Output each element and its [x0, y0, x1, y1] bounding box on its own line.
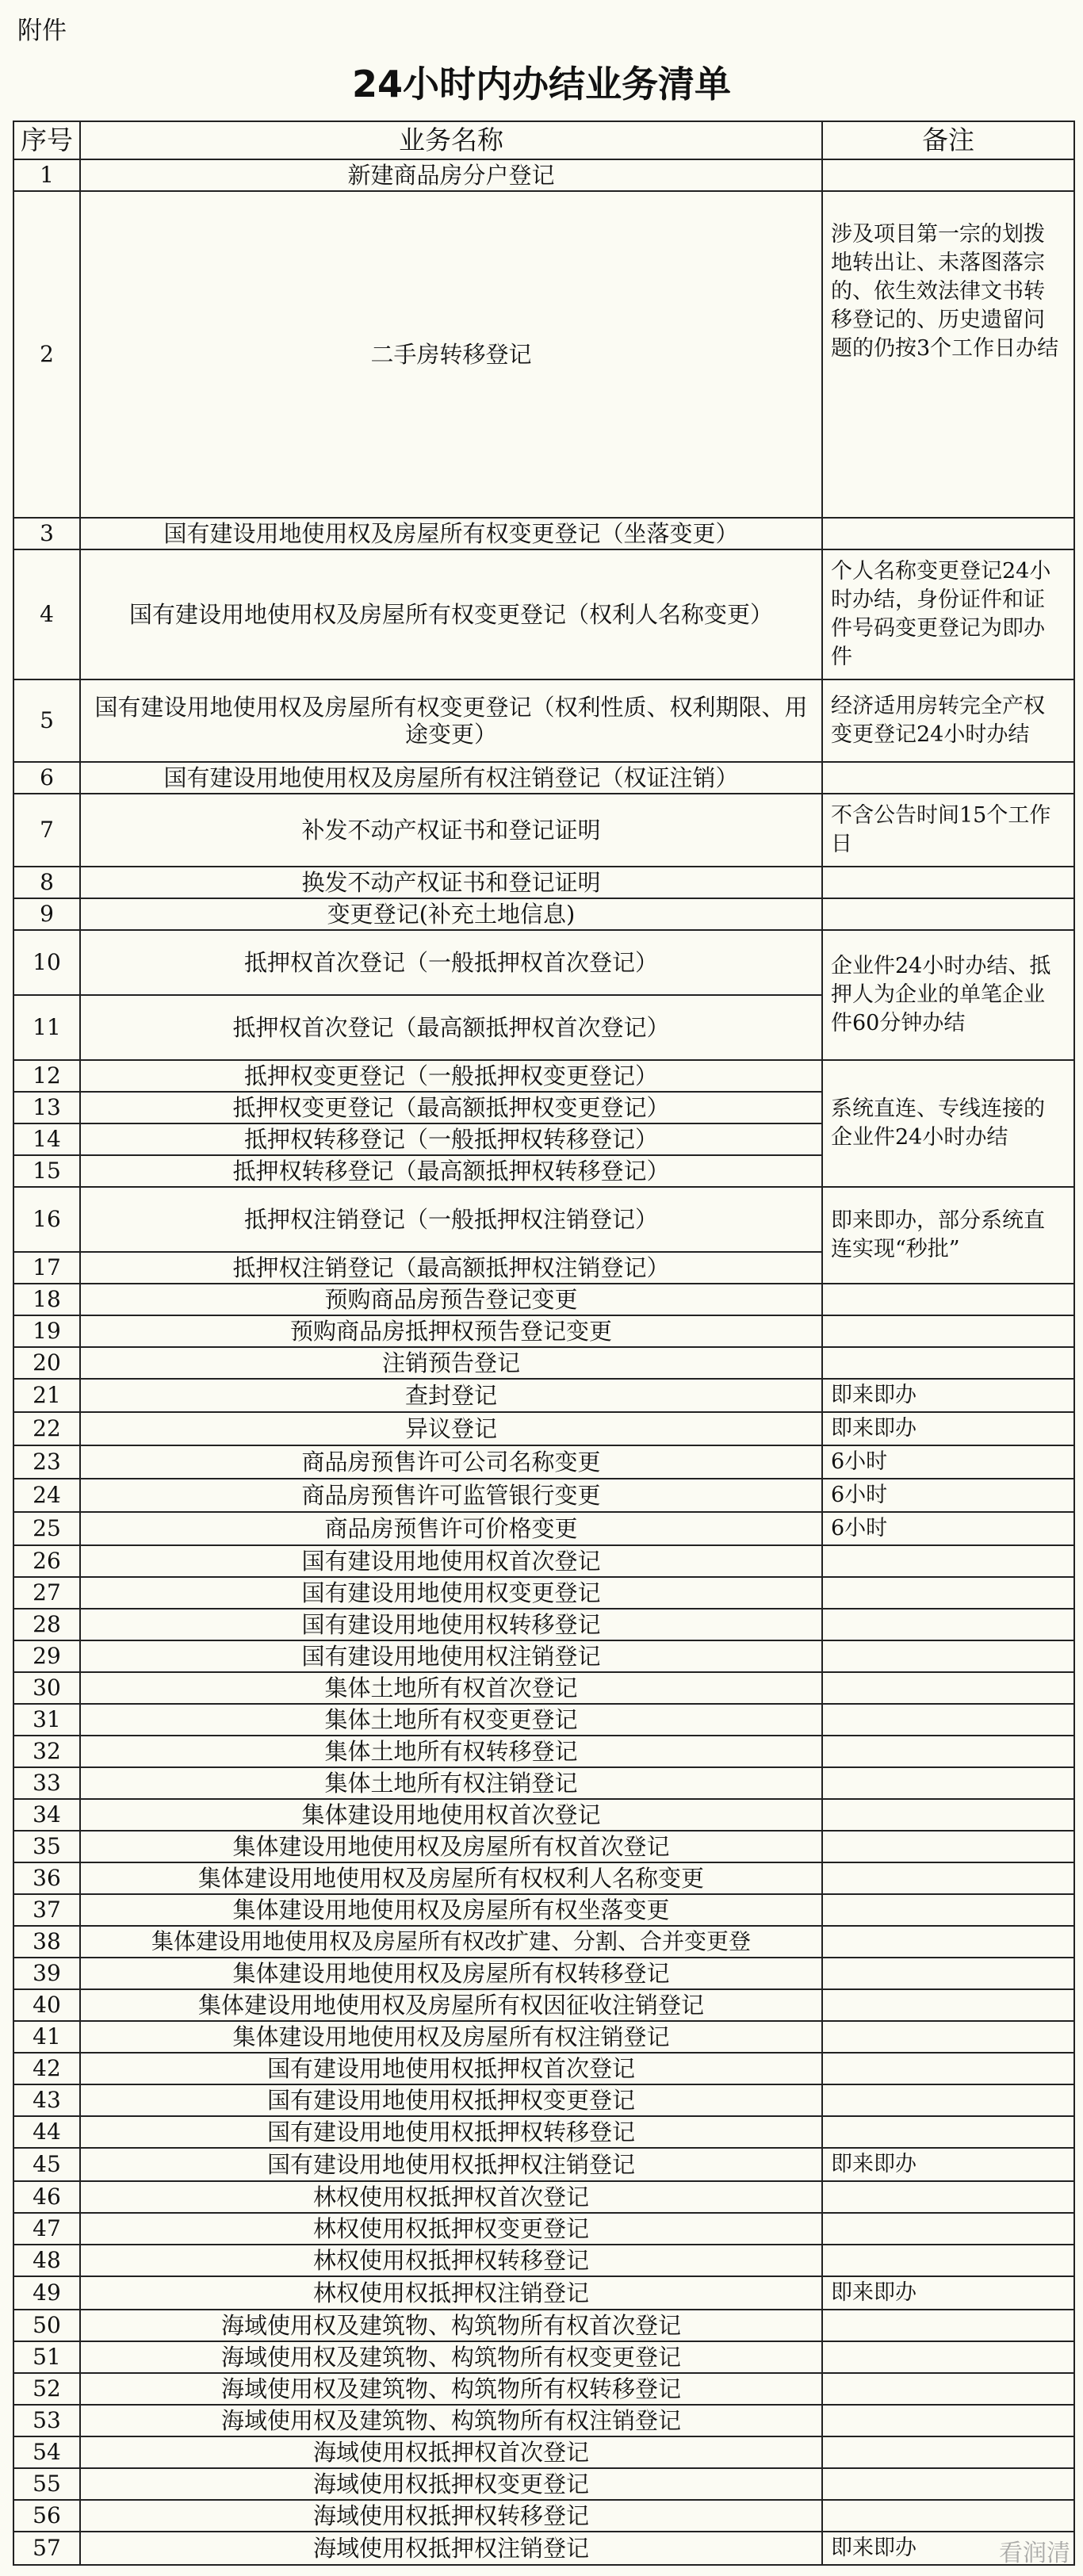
row-number: 34: [13, 1799, 80, 1831]
row-business-name: 商品房预售许可公司名称变更: [80, 1445, 822, 1479]
row-business-name: 商品房预售许可监管银行变更: [80, 1479, 822, 1512]
table-row: [13, 2468, 1074, 2500]
row-note: [822, 2181, 1074, 2213]
table-row: [13, 1736, 1074, 1767]
table-row: [13, 1379, 1074, 1412]
row-business-name: 抵押权注销登记（一般抵押权注销登记）: [80, 1187, 822, 1252]
table-row: [13, 679, 1074, 762]
row-number: 7: [13, 794, 80, 867]
row-number: 46: [13, 2181, 80, 2213]
row-number: 28: [13, 1609, 80, 1640]
table-row: [13, 2021, 1074, 2053]
row-note: [822, 159, 1074, 191]
row-number: 16: [13, 1187, 80, 1252]
table-row: [13, 1894, 1074, 1926]
row-note: [822, 1640, 1074, 1672]
row-business-name: 国有建设用地使用权转移登记: [80, 1609, 822, 1640]
watermark: 看润清: [999, 2540, 1070, 2567]
table-row: [13, 2405, 1074, 2436]
row-note: [822, 1347, 1074, 1379]
attachment-label: 附件: [17, 17, 67, 45]
row-number: 17: [13, 1252, 80, 1284]
row-number: 8: [13, 867, 80, 898]
table-row: [13, 762, 1074, 794]
row-number: 6: [13, 762, 80, 794]
row-number: 4: [13, 549, 80, 679]
row-number: 14: [13, 1123, 80, 1155]
row-business-name: 海域使用权及建筑物、构筑物所有权首次登记: [80, 2310, 822, 2341]
row-business-name: 海域使用权抵押权首次登记: [80, 2436, 822, 2468]
row-note: [822, 1767, 1074, 1799]
row-number: 2: [13, 191, 80, 518]
table-row: [13, 867, 1074, 898]
row-number: 20: [13, 1347, 80, 1379]
row-business-name: 补发不动产权证书和登记证明: [80, 794, 822, 867]
row-note: 即来即办: [822, 2276, 1074, 2310]
row-number: 24: [13, 1479, 80, 1512]
row-business-name: 林权使用权抵押权注销登记: [80, 2276, 822, 2310]
row-business-name: 国有建设用地使用权抵押权转移登记: [80, 2116, 822, 2148]
row-number: 9: [13, 898, 80, 930]
table-row: [13, 2053, 1074, 2084]
row-number: 51: [13, 2341, 80, 2373]
row-note: [822, 2373, 1074, 2405]
row-note: 6小时: [822, 1512, 1074, 1545]
row-number: 57: [13, 2532, 80, 2565]
row-note: [822, 2341, 1074, 2373]
table-row: [13, 898, 1074, 930]
row-business-name: 预购商品房预告登记变更: [80, 1284, 822, 1315]
table-row: [13, 1862, 1074, 1894]
row-number: 48: [13, 2245, 80, 2276]
row-note: [822, 898, 1074, 930]
row-number: 41: [13, 2021, 80, 2053]
row-business-name: 抵押权注销登记（最高额抵押权注销登记）: [80, 1252, 822, 1284]
table-header-row: [13, 121, 1074, 159]
row-note: 系统直连、专线连接的企业件24小时办结: [822, 1060, 1074, 1187]
row-business-name: 抵押权首次登记（一般抵押权首次登记）: [80, 930, 822, 995]
row-business-name: 海域使用权及建筑物、构筑物所有权变更登记: [80, 2341, 822, 2373]
table-row: [13, 159, 1074, 191]
table-row: [13, 1831, 1074, 1862]
table-row: [13, 2245, 1074, 2276]
row-number: 19: [13, 1315, 80, 1347]
row-note: 个人名称变更登记24小时办结，身份证件和证件号码变更登记为即办件: [822, 549, 1074, 679]
row-business-name: 国有建设用地使用权及房屋所有权变更登记（坐落变更）: [80, 518, 822, 549]
row-business-name: 集体土地所有权转移登记: [80, 1736, 822, 1767]
row-number: 44: [13, 2116, 80, 2148]
row-note: 即来即办，部分系统直连实现“秒批”: [822, 1187, 1074, 1284]
row-business-name: 海域使用权抵押权变更登记: [80, 2468, 822, 2500]
row-note: [822, 1609, 1074, 1640]
row-note: 即来即办: [822, 1412, 1074, 1445]
row-number: 49: [13, 2276, 80, 2310]
table-row: [13, 1577, 1074, 1609]
row-number: 25: [13, 1512, 80, 1545]
row-number: 55: [13, 2468, 80, 2500]
row-note: [822, 762, 1074, 794]
row-number: 30: [13, 1672, 80, 1704]
row-number: 36: [13, 1862, 80, 1894]
row-note: 6小时: [822, 1445, 1074, 1479]
row-note: [822, 2405, 1074, 2436]
row-business-name: 国有建设用地使用权首次登记: [80, 1545, 822, 1577]
row-number: 27: [13, 1577, 80, 1609]
table-row: [13, 2500, 1074, 2532]
row-note: [822, 867, 1074, 898]
row-business-name: 集体建设用地使用权首次登记: [80, 1799, 822, 1831]
row-business-name: 查封登记: [80, 1379, 822, 1412]
table-row: [13, 2148, 1074, 2181]
row-number: 13: [13, 1092, 80, 1123]
row-note: [822, 2053, 1074, 2084]
row-note: [822, 1704, 1074, 1736]
table-row: [13, 1445, 1074, 1479]
row-business-name: 集体建设用地使用权及房屋所有权转移登记: [80, 1958, 822, 1989]
row-note: [822, 1577, 1074, 1609]
table-row: [13, 1640, 1074, 1672]
row-business-name: 海域使用权及建筑物、构筑物所有权注销登记: [80, 2405, 822, 2436]
row-business-name: 异议登记: [80, 1412, 822, 1445]
table-row: [13, 1799, 1074, 1831]
row-business-name: 集体土地所有权注销登记: [80, 1767, 822, 1799]
table-row: [13, 1315, 1074, 1347]
row-number: 11: [13, 995, 80, 1060]
row-business-name: 注销预告登记: [80, 1347, 822, 1379]
row-business-name: 换发不动产权证书和登记证明: [80, 867, 822, 898]
row-number: 5: [13, 679, 80, 762]
row-note: [822, 1284, 1074, 1315]
row-note: [822, 1958, 1074, 1989]
row-number: 38: [13, 1926, 80, 1958]
row-note: [822, 2116, 1074, 2148]
row-note: [822, 1989, 1074, 2021]
row-number: 53: [13, 2405, 80, 2436]
row-business-name: 海域使用权及建筑物、构筑物所有权转移登记: [80, 2373, 822, 2405]
row-number: 3: [13, 518, 80, 549]
row-number: 33: [13, 1767, 80, 1799]
row-note: [822, 2245, 1074, 2276]
row-note: [822, 1894, 1074, 1926]
table-row: [13, 2276, 1074, 2310]
row-business-name: 林权使用权抵押权首次登记: [80, 2181, 822, 2213]
row-note: [822, 1736, 1074, 1767]
row-note: [822, 1315, 1074, 1347]
row-business-name: 集体建设用地使用权及房屋所有权坐落变更: [80, 1894, 822, 1926]
row-number: 43: [13, 2084, 80, 2116]
row-note: 即来即办: [822, 1379, 1074, 1412]
table-row: [13, 518, 1074, 549]
table-row: [13, 191, 1074, 518]
column-header-name: 业务名称: [80, 121, 822, 159]
row-note: [822, 2500, 1074, 2532]
table-row: [13, 1989, 1074, 2021]
table-row: [13, 2213, 1074, 2245]
row-note: [822, 1799, 1074, 1831]
row-number: 23: [13, 1445, 80, 1479]
row-business-name: 集体建设用地使用权及房屋所有权权利人名称变更: [80, 1862, 822, 1894]
row-note: [822, 2084, 1074, 2116]
table-row: [13, 1060, 1074, 1092]
row-business-name: 集体建设用地使用权及房屋所有权因征收注销登记: [80, 1989, 822, 2021]
table-row: [13, 1412, 1074, 1445]
table-row: [13, 1767, 1074, 1799]
table-row: [13, 1512, 1074, 1545]
column-header-number: 序号: [13, 121, 80, 159]
table-row: [13, 1926, 1074, 1958]
row-number: 52: [13, 2373, 80, 2405]
row-business-name: 商品房预售许可价格变更: [80, 1512, 822, 1545]
row-number: 21: [13, 1379, 80, 1412]
table-row: [13, 1479, 1074, 1512]
row-number: 12: [13, 1060, 80, 1092]
row-number: 15: [13, 1155, 80, 1187]
table-row: [13, 2084, 1074, 2116]
row-business-name: 海域使用权抵押权注销登记: [80, 2532, 822, 2565]
business-list-table: [13, 121, 1075, 2566]
row-number: 37: [13, 1894, 80, 1926]
row-number: 47: [13, 2213, 80, 2245]
row-note: [822, 2436, 1074, 2468]
row-business-name: 抵押权转移登记（最高额抵押权转移登记）: [80, 1155, 822, 1187]
table-row: [13, 2373, 1074, 2405]
row-business-name: 抵押权首次登记（最高额抵押权首次登记）: [80, 995, 822, 1060]
row-note: 涉及项目第一宗的划拨地转出让、未落图落宗的、依生效法律文书转移登记的、历史遗留问题的仍按3个工作日办结: [822, 191, 1074, 518]
row-business-name: 变更登记(补充土地信息): [80, 898, 822, 930]
table-row: [13, 2181, 1074, 2213]
row-number: 54: [13, 2436, 80, 2468]
table-row: [13, 1958, 1074, 1989]
row-business-name: 国有建设用地使用权抵押权注销登记: [80, 2148, 822, 2181]
row-business-name: 二手房转移登记: [80, 191, 822, 518]
row-business-name: 林权使用权抵押权变更登记: [80, 2213, 822, 2245]
row-note: [822, 2213, 1074, 2245]
row-note: [822, 2021, 1074, 2053]
row-business-name: 集体建设用地使用权及房屋所有权首次登记: [80, 1831, 822, 1862]
row-business-name: 抵押权变更登记（一般抵押权变更登记）: [80, 1060, 822, 1092]
row-business-name: 国有建设用地使用权及房屋所有权注销登记（权证注销）: [80, 762, 822, 794]
row-number: 42: [13, 2053, 80, 2084]
table-row: [13, 2532, 1074, 2565]
row-note: [822, 1926, 1074, 1958]
table-row: [13, 1347, 1074, 1379]
row-business-name: 国有建设用地使用权注销登记: [80, 1640, 822, 1672]
row-note: 即来即办: [822, 2532, 1074, 2565]
row-business-name: 集体建设用地使用权及房屋所有权注销登记: [80, 2021, 822, 2053]
row-note: [822, 2310, 1074, 2341]
row-note: [822, 1672, 1074, 1704]
row-business-name: 国有建设用地使用权抵押权首次登记: [80, 2053, 822, 2084]
row-note: 不含公告时间15个工作日: [822, 794, 1074, 867]
row-note: 6小时: [822, 1479, 1074, 1512]
row-number: 18: [13, 1284, 80, 1315]
row-note: [822, 1831, 1074, 1862]
row-business-name: 抵押权变更登记（最高额抵押权变更登记）: [80, 1092, 822, 1123]
row-business-name: 集体建设用地使用权及房屋所有权改扩建、分割、合并变更登: [80, 1926, 822, 1958]
table-row: [13, 1609, 1074, 1640]
row-number: 45: [13, 2148, 80, 2181]
row-note: [822, 1545, 1074, 1577]
row-business-name: 集体土地所有权首次登记: [80, 1672, 822, 1704]
table-row: [13, 2436, 1074, 2468]
row-business-name: 国有建设用地使用权抵押权变更登记: [80, 2084, 822, 2116]
row-business-name: 新建商品房分户登记: [80, 159, 822, 191]
table-row: [13, 1187, 1074, 1252]
row-business-name: 抵押权转移登记（一般抵押权转移登记）: [80, 1123, 822, 1155]
row-note: [822, 518, 1074, 549]
table-row: [13, 1672, 1074, 1704]
row-business-name: 海域使用权抵押权转移登记: [80, 2500, 822, 2532]
row-note: [822, 1862, 1074, 1894]
table-row: [13, 1704, 1074, 1736]
table-row: [13, 2341, 1074, 2373]
row-number: 31: [13, 1704, 80, 1736]
row-number: 56: [13, 2500, 80, 2532]
row-number: 26: [13, 1545, 80, 1577]
row-note: 即来即办: [822, 2148, 1074, 2181]
row-number: 29: [13, 1640, 80, 1672]
row-note: [822, 2468, 1074, 2500]
table-row: [13, 1284, 1074, 1315]
table-row: [13, 549, 1074, 679]
table-row: [13, 794, 1074, 867]
column-header-note: 备注: [822, 121, 1074, 159]
row-business-name: 国有建设用地使用权及房屋所有权变更登记（权利性质、权利期限、用途变更）: [80, 679, 822, 762]
page-title: 24小时内办结业务清单: [351, 63, 731, 105]
row-number: 35: [13, 1831, 80, 1862]
row-number: 10: [13, 930, 80, 995]
row-number: 32: [13, 1736, 80, 1767]
row-note: 经济适用房转完全产权变更登记24小时办结: [822, 679, 1074, 762]
row-business-name: 林权使用权抵押权转移登记: [80, 2245, 822, 2276]
table-row: [13, 1545, 1074, 1577]
row-note: 企业件24小时办结、抵押人为企业的单笔企业件60分钟办结: [822, 930, 1074, 1060]
table-row: [13, 2310, 1074, 2341]
row-number: 39: [13, 1958, 80, 1989]
row-business-name: 预购商品房抵押权预告登记变更: [80, 1315, 822, 1347]
row-business-name: 集体土地所有权变更登记: [80, 1704, 822, 1736]
row-business-name: 国有建设用地使用权变更登记: [80, 1577, 822, 1609]
row-business-name: 国有建设用地使用权及房屋所有权变更登记（权利人名称变更）: [80, 549, 822, 679]
table-row: [13, 930, 1074, 995]
table-row: [13, 2116, 1074, 2148]
row-number: 22: [13, 1412, 80, 1445]
row-number: 40: [13, 1989, 80, 2021]
row-number: 1: [13, 159, 80, 191]
row-number: 50: [13, 2310, 80, 2341]
